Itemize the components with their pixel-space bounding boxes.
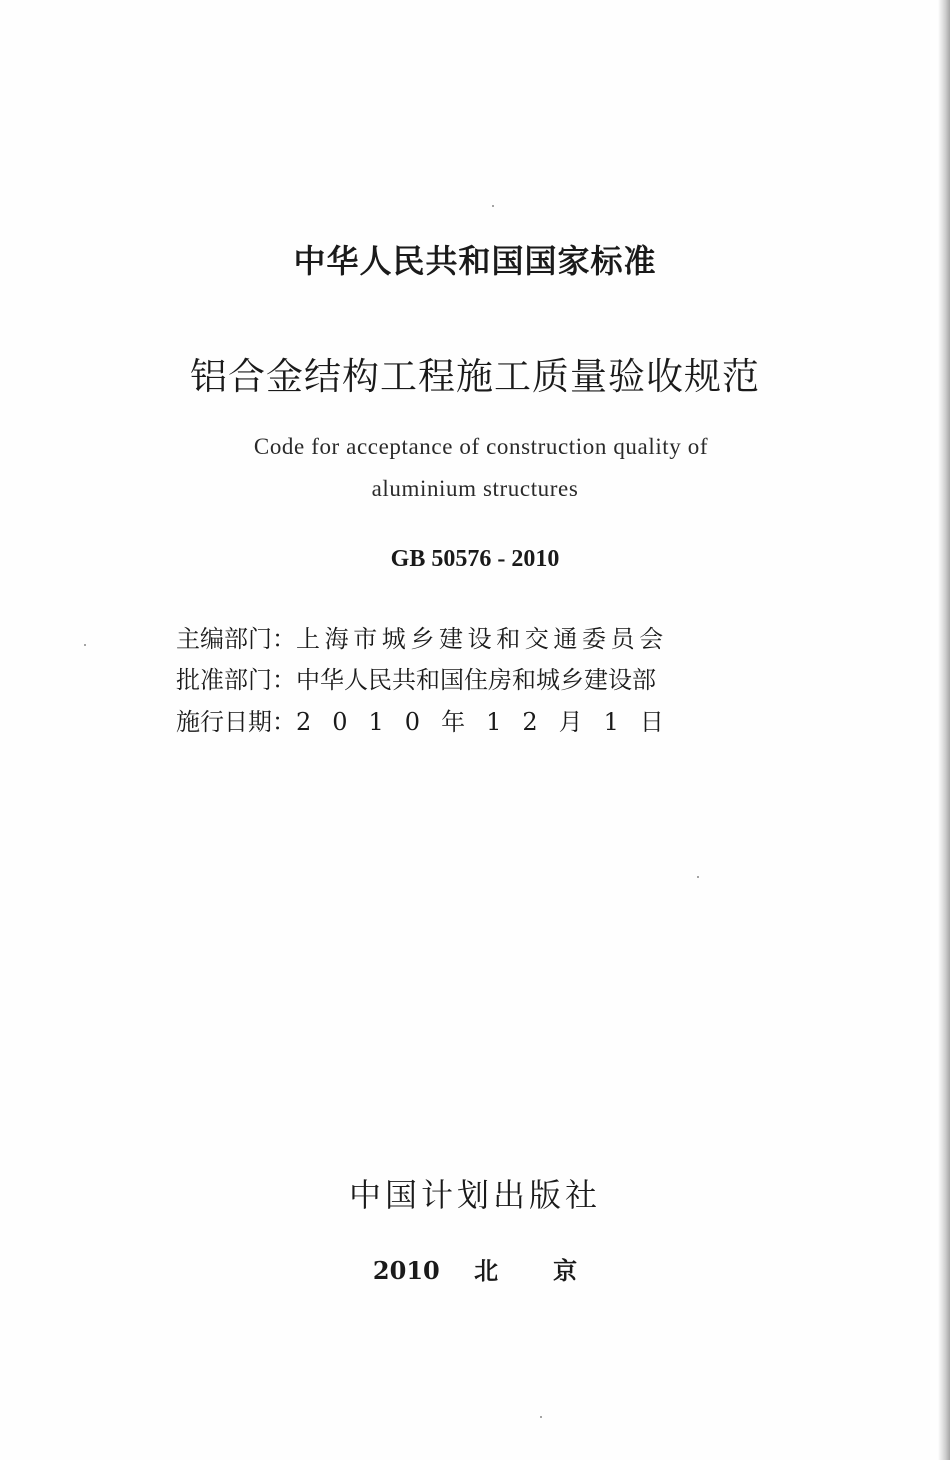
approver-label: 批准部门： bbox=[176, 666, 296, 694]
effective-date-label: 施行日期： bbox=[176, 708, 296, 736]
publication-place bbox=[0, 1251, 950, 1286]
effective-date-value: 2010年12月1日 bbox=[296, 708, 685, 736]
approver-value: 中华人民共和国住房和城乡建设部 bbox=[296, 666, 656, 694]
publication-city: 北京 bbox=[474, 1256, 633, 1285]
document-title-english-line1: Code for acceptance of construction quality of bbox=[253, 434, 709, 459]
standard-code: GB 50576 - 2010 bbox=[390, 546, 560, 572]
scan-speck bbox=[492, 205, 494, 207]
national-standard-heading: 中华人民共和国国家标准 bbox=[293, 242, 657, 280]
document-title-english-line2: aluminium structures bbox=[371, 476, 579, 501]
document-title-chinese: 铝合金结构工程施工质量验收规范 bbox=[190, 355, 760, 398]
chief-editor-row bbox=[176, 619, 736, 654]
approver-row bbox=[176, 660, 736, 695]
chief-editor-label: 主编部门： bbox=[176, 625, 296, 653]
scan-speck bbox=[84, 644, 86, 646]
publication-year: 2010 bbox=[372, 1256, 440, 1285]
scan-speck bbox=[540, 1416, 542, 1418]
chief-editor-value: 上海市城乡建设和交通委员会 bbox=[296, 625, 668, 653]
effective-date-row bbox=[176, 702, 736, 737]
binding-shadow bbox=[938, 0, 950, 1460]
publisher-name: 中国计划出版社 bbox=[348, 1176, 601, 1214]
scan-speck bbox=[697, 876, 699, 878]
